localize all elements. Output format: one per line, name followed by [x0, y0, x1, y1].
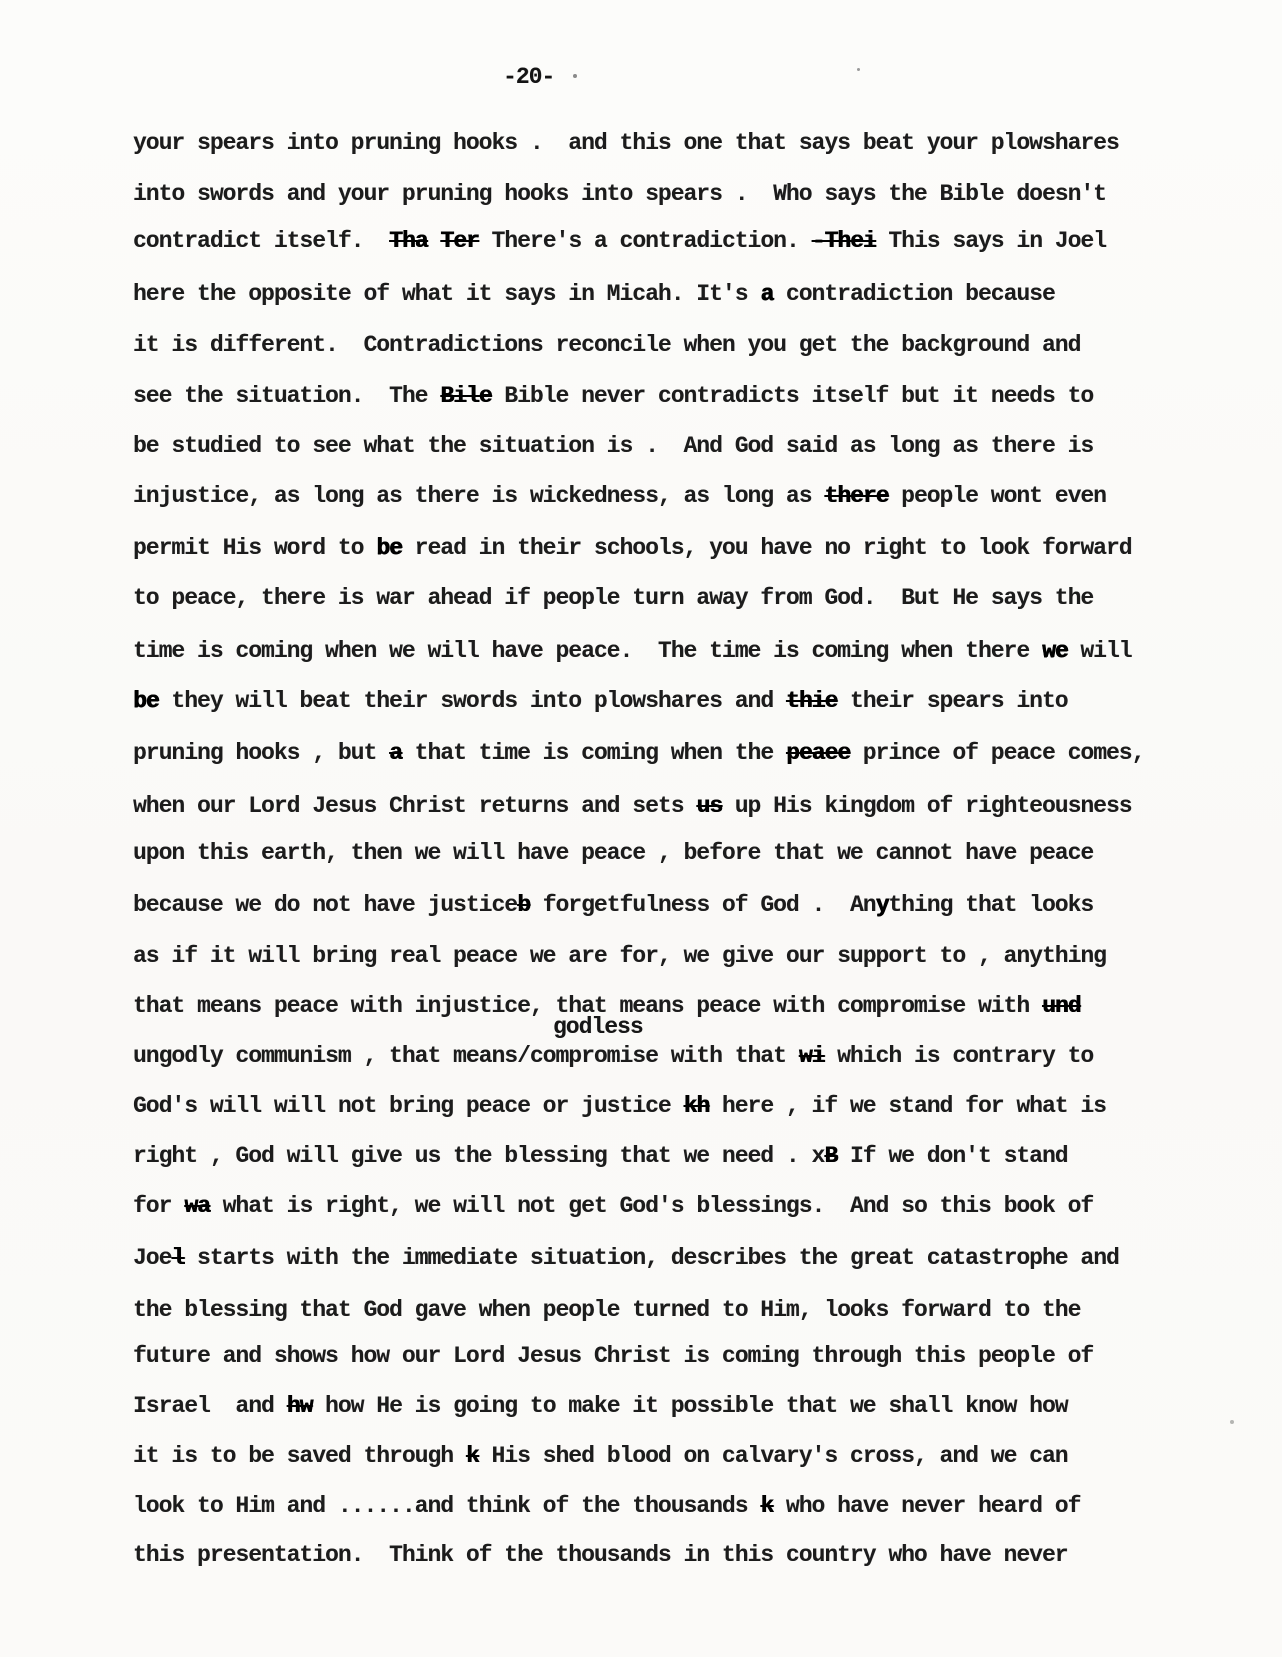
ink-speck — [1230, 1420, 1234, 1424]
overstruck-word: be — [376, 535, 402, 561]
text-segment: time is coming when we will have peace. The time is coming when there — [133, 638, 1042, 664]
text-segment: contradict itself. — [133, 228, 390, 254]
text-segment: upon this earth, then we will have peace , before that we cannot have peace — [133, 840, 1094, 866]
text-line — [133, 1043, 1093, 1069]
text-segment: thing that looks — [888, 892, 1094, 918]
struck-out-word: us — [696, 793, 722, 819]
overstruck-word: be — [133, 688, 159, 714]
text-segment: it is different. Contradictions reconcile when you get the background and — [133, 332, 1081, 358]
text-segment: people wont even — [888, 483, 1106, 509]
struck-out-word: -Thei — [811, 228, 876, 254]
text-line — [133, 892, 1093, 918]
text-line — [133, 793, 1132, 819]
text-line — [133, 332, 1080, 358]
overstruck-word: we — [1041, 638, 1068, 664]
text-segment: If we don't stand — [837, 1143, 1068, 1169]
text-segment: future and shows how our Lord Jesus Christ is coming through this people of — [133, 1343, 1094, 1369]
text-segment: injustice, as long as there is wickedness, as long as — [133, 483, 825, 509]
text-segment: your spears into pruning hooks . and this one that says beat your plowshares — [133, 130, 1119, 156]
overstruck-word: a — [760, 281, 774, 307]
struck-out-word: B — [824, 1143, 838, 1169]
text-line — [133, 688, 1068, 714]
struck-out-word: kh — [683, 1093, 710, 1119]
text-segment: Israel and — [133, 1393, 287, 1419]
text-line — [133, 943, 1106, 969]
struck-out-word: k — [465, 1443, 479, 1469]
text-segment: starts with the immediate situation, describes the great catastrophe and — [184, 1245, 1119, 1271]
struck-out-word: hw — [286, 1393, 313, 1419]
text-segment: this presentation. Think of the thousands in this country who have never — [133, 1542, 1068, 1568]
text-segment: here , if we stand for what is — [709, 1093, 1106, 1119]
text-segment: see the situation. The — [133, 383, 441, 409]
text-segment: up His kingdom of righteousness — [721, 793, 1132, 819]
text-segment: Joe — [133, 1245, 172, 1271]
struck-out-word: there — [824, 483, 889, 509]
text-segment: the blessing that God gave when people turned to Him, looks forward to the — [133, 1297, 1081, 1323]
text-line — [133, 181, 1106, 207]
text-segment: This says in Joel — [875, 228, 1107, 254]
text-line — [133, 840, 1093, 866]
text-segment: read in their schools, you have no right to look forward — [401, 535, 1132, 561]
text-segment: God's will will not bring peace or justice — [133, 1093, 684, 1119]
text-segment: that time is coming when the — [401, 740, 786, 766]
text-segment: prince of peace comes, — [849, 740, 1145, 766]
text-segment: be studied to see what the situation is . And God said as long as there is — [133, 433, 1094, 459]
text-line — [133, 1245, 1119, 1271]
text-line — [133, 1443, 1068, 1469]
text-segment: will — [1067, 638, 1132, 664]
text-line — [133, 228, 1106, 254]
ink-speck — [857, 68, 860, 71]
text-segment: ungodly communism , that means/compromise with that — [133, 1043, 799, 1069]
struck-out-word: l — [171, 1245, 185, 1271]
text-line — [133, 1343, 1093, 1369]
text-line — [133, 383, 1093, 409]
text-segment: Bible never contradicts itself but it needs to — [491, 383, 1094, 409]
struck-out-word: wa — [184, 1193, 210, 1219]
struck-out-word: Tha — [389, 228, 428, 254]
struck-out-word: Bile — [440, 383, 492, 409]
text-line — [133, 1393, 1068, 1419]
text-segment: their spears into — [837, 688, 1068, 714]
struck-out-word: wi — [798, 1043, 825, 1069]
text-segment: who have never heard of — [773, 1493, 1081, 1519]
text-segment: permit His word to — [133, 535, 377, 561]
text-segment: pruning hooks , but — [133, 740, 390, 766]
text-line — [133, 638, 1132, 664]
text-line — [133, 740, 1144, 766]
text-segment: into swords and your pruning hooks into spears . Who says the Bible doesn't — [133, 181, 1106, 207]
text-line — [133, 1143, 1068, 1169]
text-segment: forgetfulness of God . An — [529, 892, 876, 918]
text-segment: His shed blood on calvary's cross, and we can — [478, 1443, 1068, 1469]
ink-speck — [573, 74, 577, 78]
text-segment: here the opposite of what it says in Micah. It's — [133, 281, 761, 307]
text-segment: contradiction because — [773, 281, 1055, 307]
struck-out-word: a — [389, 740, 402, 766]
struck-out-word: k — [760, 1493, 774, 1519]
text-line — [133, 433, 1093, 459]
text-line — [133, 483, 1106, 509]
text-line — [133, 1093, 1106, 1119]
text-segment: how He is going to make it possible that we shall know how — [312, 1393, 1068, 1419]
struck-out-word: und — [1041, 993, 1081, 1019]
text-segment: to peace, there is war ahead if people turn away from God. But He says the — [133, 585, 1094, 611]
text-line — [133, 535, 1132, 561]
text-line — [133, 1542, 1068, 1568]
text-segment: look to Him and ......and think of the thousands — [133, 1493, 761, 1519]
text-segment: when our Lord Jesus Christ returns and sets — [133, 793, 697, 819]
text-segment: There's a contradiction. — [478, 228, 812, 254]
struck-out-word: thie — [785, 688, 838, 714]
text-line — [133, 585, 1093, 611]
text-line — [133, 130, 1119, 156]
text-segment: for — [133, 1193, 185, 1219]
struck-out-word: b — [517, 892, 530, 918]
text-segment: as if it will bring real peace we are for, we give our support to , anything — [133, 943, 1106, 969]
text-segment: it is to be saved through — [133, 1443, 466, 1469]
text-segment: they will beat their swords into plowshares and — [158, 688, 786, 714]
text-line — [133, 1297, 1080, 1323]
page-number: -20- — [503, 64, 555, 90]
text-segment: what is right, we will not get God's blessings. And so this book of — [209, 1193, 1094, 1219]
text-line — [133, 1193, 1093, 1219]
text-line — [133, 281, 1055, 307]
text-line — [133, 1493, 1080, 1519]
struck-out-word: peaee — [785, 740, 850, 766]
text-segment: which is contrary to — [824, 1043, 1094, 1069]
struck-out-word: Ter — [440, 228, 479, 254]
text-segment: right , God will give us the blessing that we need . x — [133, 1143, 825, 1169]
inserted-word: godless — [553, 1014, 643, 1040]
text-segment: that means peace with injustice, that means peace with compromise with — [133, 993, 1042, 1019]
text-segment — [427, 228, 440, 254]
text-segment: because we do not have justice — [133, 892, 518, 918]
overstruck-word: y — [875, 892, 889, 918]
